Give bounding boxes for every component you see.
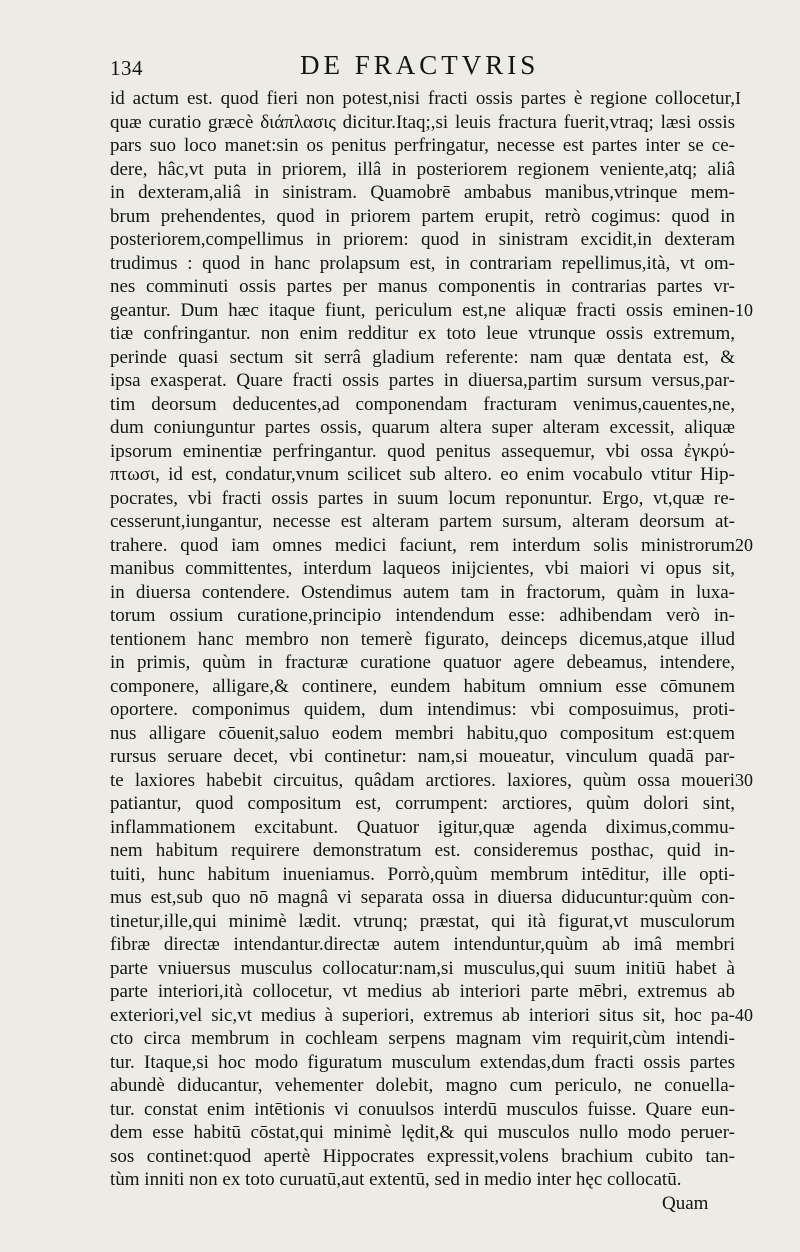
margin-line-number: 30 (735, 769, 753, 790)
text-line: trudimus : quod in hanc prolapsum est, in contrariam repellimus,ità, vt om- (110, 252, 735, 274)
text-line: sos continet:quod apertè Hippocrates expressit,volens brachium cubito tan- (110, 1145, 735, 1167)
text-line: posteriorem,compellimus in priorem: quod in sinistram excidit,in dexteram (110, 229, 735, 250)
text-line: nus alligare cōuenit,saluo eodem membri habitu,quo compositum est:quem (110, 722, 735, 744)
text-line: ipsorum eminentiæ perfringantur. quod penitus assequemur, vbi ossa ἐγκρύ- (110, 440, 735, 462)
text-line: cesserunt,iungantur, necesse est alteram partem sursum, alteram deorsum at- (110, 511, 735, 532)
text-line: rursus seruare decet, vbi continetur: nam,si moueatur, vinculum quadā par- (110, 746, 735, 767)
text-line: componere, alligare,& continere, eundem habitum omnium esse cōmunem (110, 675, 735, 697)
body-text (110, 87, 735, 1192)
page-number: 134 (110, 56, 143, 80)
text-line: pocrates, vbi fracti ossis partes in suum locum reponuntur. Ergo, vt,quæ re- (110, 487, 735, 509)
text-line: tentionem hanc membro non temerè figurato, deinceps dicemus,atque illud (110, 628, 735, 650)
text-line: id actum est. quod fieri non potest,nisi fracti ossis partes è regione collocetur, (110, 88, 735, 109)
text-line: parte vniuersus musculus collocatur:nam,si musculus,qui suum initiū habet à (110, 957, 735, 979)
text-line: brum prehendentes, quod in priorem partem erupit, retrò cogimus: quod in (110, 205, 735, 227)
margin-line-number: 10 (735, 299, 753, 320)
catchword: Quam (662, 1193, 709, 1214)
text-line: dem esse habitū cōstat,qui minimè lędit,& qui musculos nullo modo peruer- (110, 1122, 735, 1143)
running-head: DE FRACTVRIS (300, 50, 540, 80)
text-line: mus est,sub quo nō magnâ vi separata ossa in diuersa diducuntur:quùm con- (110, 887, 735, 908)
margin-line-number: 20 (735, 534, 753, 555)
text-line: πτωσι, id est, condatur,vnum scilicet sub altero. eo enim vocabulo vtitur Hip- (110, 464, 735, 485)
text-line: in diuersa contendere. Ostendimus autem tam in fractorum, quàm in luxa- (110, 581, 735, 603)
text-line: tur. Itaque,si hoc modo figuratum musculum extendas,dum fracti ossis partes (110, 1051, 735, 1073)
text-line: patiantur, quod compositum est, corrumpent: arctiores, quùm dolori sint, (110, 793, 735, 814)
text-line: manibus committentes, interdum laqueos inijcientes, vbi maiori vi opus sit, (110, 558, 735, 579)
text-line: perinde quasi sectum sit serrâ gladium referente: nam quæ dentata est, & (110, 346, 735, 368)
text-line: dum coniunguntur partes ossis, quarum altera super alteram excessit, aliquæ (110, 417, 735, 438)
text-line: torum ossium curatione,principio intendendum esse: adhibendam verò in- (110, 605, 735, 626)
margin-line-number: I (735, 88, 741, 108)
text-line: exteriori,vel sic,vt medius à superiori, extremus ab interiori situs sit, hoc pa- (110, 1004, 735, 1026)
text-line: trahere. quod iam omnes medici faciunt, rem interdum solis ministrorum (110, 534, 735, 556)
text-line: pars suo loco manet:sin os penitus perfringatur, necesse est partes inter se ce- (110, 135, 735, 156)
text-line: nes comminuti ossis partes per manus componentis in contrarias partes vr- (110, 276, 735, 297)
text-line: oportere. componimus quidem, dum intendimus: vbi composuimus, proti- (110, 699, 735, 720)
text-line: tuiti, hunc habitum inueniamus. Porrò,quùm membrum intēditur, ille opti- (110, 863, 735, 885)
text-line: nem habitum requirere demonstratum est. consideremus posthac, quid in- (110, 840, 735, 861)
text-line: te laxiores habebit circuitus, quâdam arctiores. laxiores, quùm ossa moueri (110, 769, 735, 791)
text-line: fibræ directæ intendantur.directæ autem intenduntur,quùm ab imâ membri (110, 934, 735, 955)
text-line: geantur. Dum hæc itaque fiunt, periculum est,ne aliquæ fracti ossis eminen- (110, 299, 735, 321)
text-line: tùm inniti non ex toto curuatū,aut extentū, sed in medio inter hęc collocatū. (110, 1169, 682, 1190)
text-line: in dexteram,aliâ in sinistram. Quamobrē ambabus manibus,vtrinque mem- (110, 182, 735, 203)
text-line: cto circa membrum in cochleam serpens magnam vim requirit,cùm intendi- (110, 1028, 735, 1049)
margin-line-number: 40 (735, 1004, 753, 1025)
text-line: quæ curatio græcè διάπλασις dicitur.Itaq;,si leuis fractura fuerit,vtraq; læsi ossis (110, 111, 735, 133)
text-line: dere, hâc,vt puta in priorem, illâ in posteriorem regionem veniente,atq; aliâ (110, 158, 735, 180)
text-line: tinetur,ille,qui minimè lædit. vtrunq; præstat, qui ità figurat,vt musculorum (110, 910, 735, 932)
text-line: abundè diducantur, vehementer dolebit, magno cum periculo, ne conuella- (110, 1075, 735, 1096)
text-line: tiæ confringantur. non enim redditur ex toto leue vtrunque ossis extremum, (110, 323, 735, 344)
text-line: ipsa exasperat. Quare fracti ossis partes in diuersa,partim sursum versus,par- (110, 370, 735, 391)
text-line: tim deorsum deducentes,ad componendam fracturam venimus,cauentes,ne, (110, 393, 735, 415)
text-line: inflammationem excitabunt. Quatuor igitur,quæ agenda diximus,commu- (110, 816, 735, 838)
text-line: in primis, quùm in fracturæ curatione quatuor agere debeamus, intendere, (110, 652, 735, 673)
text-line: parte interiori,ità collocetur, vt medius ab interiori parte mēbri, extremus ab (110, 981, 735, 1002)
text-line: tur. constat enim intētionis vi conuulsos interdū musculos fuisse. Quare eun- (110, 1098, 735, 1120)
